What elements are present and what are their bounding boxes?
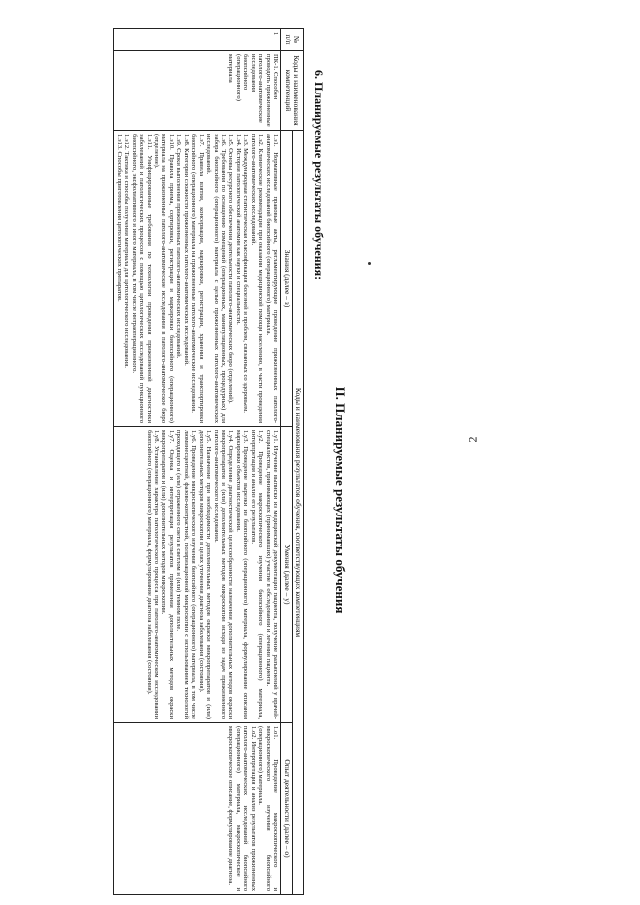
knowledge-item: 1.з10. Правила приема, сортировки, регистрации и маркировки биопсийного (операционного) материала на прижизненные патолого-анатомические исследования в патолого-анатомическое бюро (отделение).: [153, 134, 175, 423]
table-subheader-row: [281, 29, 292, 895]
knowledge-item: 1.з4. История патологической анатомии как науки и специальности.: [234, 134, 242, 325]
experience-item: 1.о2. Интерпретация и анализ результатов прижизненных патолого-анатомических исследований биопсийного (операционного) материала, макроскопическое и микроскопическое описание, формулирование диагноза.: [227, 726, 257, 892]
results-table: [113, 28, 304, 895]
skills-cell: [114, 427, 281, 723]
header-skills: Умения (далее – у): [281, 427, 292, 723]
skill-item: 1.у8. Установление характера патологического процесса при патолого-анатомическом исследовании биопсийного (операционного) материала, формулирование диагноза заболевания (состояния).: [145, 430, 161, 719]
header-knowledge: Знания (далее – з): [281, 131, 292, 427]
skill-item: 1.у1. Изучение выписки из медицинской документации пациента, получение разъяснений у врачей-специалистов, принимающих (принимавших) участие в обследовании и лечении пациента.: [264, 430, 280, 719]
table-header-row: [292, 29, 303, 895]
header-num: № п/п: [281, 29, 304, 51]
skill-item: 1.у6. Проведение микроскопического изучения биопсийного (операционного) материала, в том числе люминесцентной, фазово-контрастной, поляризационной микроскопии с использованием технологий проходящего и (или) отраженного света в светлом и (или) темном поле.: [175, 430, 198, 719]
skill-item: 1.у3. Проведение вырезки из биопсийного (операционного) материала, формулирование описания маркировки объектов исследования.: [234, 430, 250, 719]
section-title: II. Планируемые результаты обучения: [333, 386, 348, 614]
knowledge-item: 1.з3. Международная статистическая классификация болезней и проблем, связанных со здоровьем.: [242, 134, 250, 413]
knowledge-item: 1.з5. Основы ресурсного обеспечения деятельности патолого-анатомических бюро (отделений).: [227, 134, 235, 404]
skill-item: 1.у7. Оценка и интерпретация результатов применения дополнительных методов окраски микропрепаратов и (или) дополнительных методов микроскопии.: [160, 430, 175, 719]
page-number: 2: [465, 436, 480, 443]
knowledge-item: 1.з12. Тактика и способы получения материала для цитологического исследования.: [123, 134, 131, 368]
table-row: [114, 29, 281, 895]
subsection-title: 6. Планируемые результаты обучения:: [312, 70, 326, 281]
knowledge-item: 1.з8. Категории сложности прижизненных патолого-анатомических исследований.: [182, 134, 190, 366]
experience-item: 1.о1. Проведение макроскопического и микроскопического изучения биопсийного (операционного) материала.: [257, 726, 280, 892]
knowledge-item: 1.з6. Требования по оснащению помещений (операционных, манипуляционных, процедурных) для забора биопсийного (операционного) материала с целью прижизненных патолого-анатомических исследований.: [205, 134, 227, 423]
skill-item: 1.у2. Проведение макроскопического изучения биопсийного (операционного) материала, интерпретация и анализ его результатов.: [249, 430, 265, 719]
knowledge-item: 1.з7. Правила взятия, консервации, маркировки, регистрации, хранения и транспортировки биопсийного (операционного) материала на прижизненные патолого-анатомические исследования.: [190, 134, 205, 423]
knowledge-item: 1.з13. Способы приготовления цитологических препаратов.: [115, 134, 123, 302]
knowledge-item: 1.з1. Нормативные правовые акты, регламентирующие проведение прижизненных патолого-анатомических исследований биопсийного (операционного) материала.: [264, 134, 280, 423]
skill-item: 1.у4. Определение диагностической целесообразности назначения дополнительных методов окраски микропрепаратов и (или) дополнительных методов микроскопии исходя из задач прижизненного патолого-анатомического исследования.: [212, 430, 235, 719]
knowledge-item: 1.з9. Сроки выполнения прижизненных патолого-анатомических исследований.: [175, 134, 183, 359]
row-competence: ПК-1. Способен проводить прижизненные патолого-анатомические исследования биопсийного (операционного) материала: [114, 51, 281, 131]
experience-cell: [114, 723, 281, 895]
header-results: Коды и наименования результатов обучения, соответствующих компетенциям: [292, 131, 303, 895]
knowledge-cell: [114, 131, 281, 427]
header-competence: Коды и наименования компетенций: [281, 51, 304, 131]
row-num: 1: [114, 29, 281, 51]
knowledge-item: 1.з11. Унифицированные требования по технологии проведения прижизненной диагностики заболеваний и патологических процессов с помощью цитологических исследований пункционного биопсийного, эксфолиативного и иного материала, в том числе интраоперационного.: [130, 134, 153, 423]
knowledge-item: 1.з2. Клинические рекомендации при оказании медицинской помощи населению, в части проведения патолого-анатомических исследований.: [249, 134, 265, 423]
header-experience: Опыт деятельности (далее – о): [281, 723, 292, 895]
skill-item: 1.у5. Назначение при необходимости дополнительных методов окраски микропрепаратов и (или) дополнительных методов микроскопии в целях уточнения диагноза заболевания (состояния).: [197, 430, 213, 719]
